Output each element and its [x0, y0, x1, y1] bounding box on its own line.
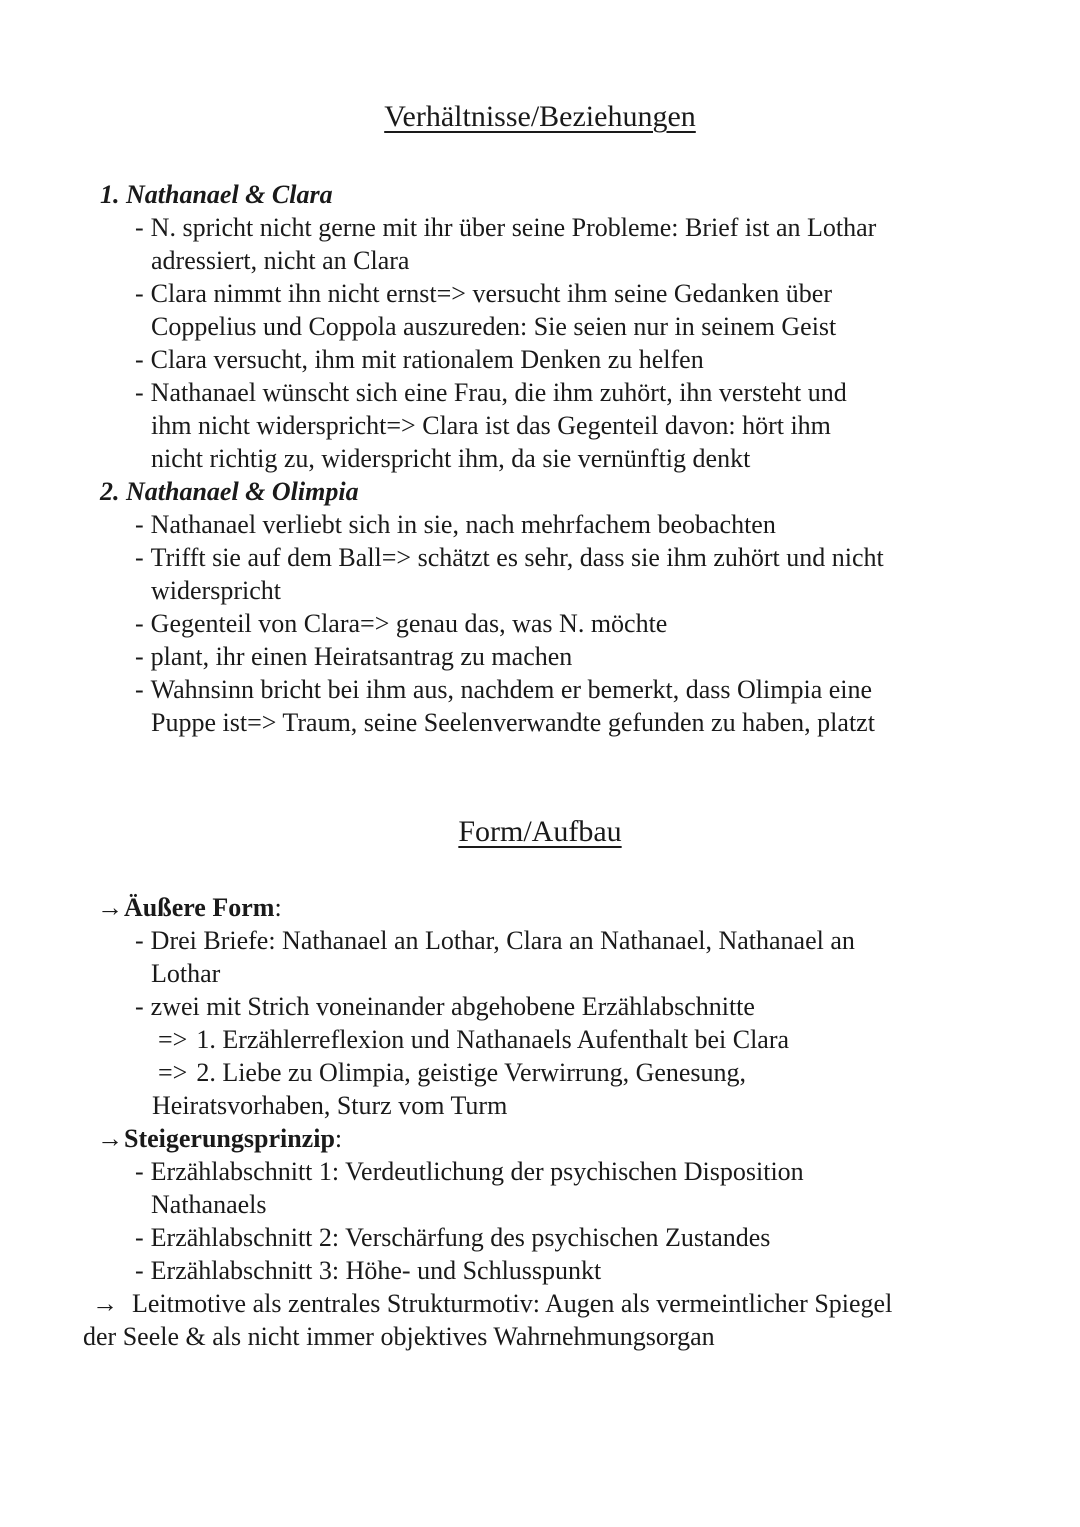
sub-bullet-line: [158, 1023, 1080, 1056]
double-arrow-marker: =>: [158, 1025, 188, 1054]
sub-bullet-line: [158, 1056, 1080, 1089]
bullet-text: Erzählabschnitt 2: Verschärfung des psychischen Zustandes: [150, 1223, 771, 1252]
continuation-line: widerspricht: [151, 576, 281, 605]
continuation-line: Heiratsvorhaben, Sturz vom Turm: [152, 1091, 508, 1120]
bullet-text: Trifft sie auf dem Ball=> schätzt es sehr, dass sie ihm zuhört und nicht: [150, 543, 884, 572]
bullet-line: [135, 607, 1080, 640]
dash-marker: -: [135, 279, 144, 308]
sub-bullet-text: 1. Erzählerreflexion und Nathanaels Aufenthalt bei Clara: [196, 1025, 790, 1054]
bullet-line: [135, 541, 1080, 574]
bullet-line: [135, 1221, 1080, 1254]
bullet-text: N. spricht nicht gerne mit ihr über seine Probleme: Brief ist an Lothar: [150, 213, 877, 242]
bullet-line: [135, 1155, 1080, 1188]
arrow-heading-text: Äußere Form: [124, 893, 275, 922]
note-text: Leitmotive als zentrales Strukturmotiv: Augen als vermeintlicher Spiegel: [132, 1289, 893, 1318]
dash-marker: -: [135, 642, 144, 671]
section-form-aufbau: [0, 811, 1080, 1353]
heading-colon: :: [274, 893, 282, 922]
bullet-line: [135, 640, 1080, 673]
section-title-form: Form/Aufbau: [458, 815, 622, 848]
bullet-line: [135, 924, 1080, 957]
bullet-line: [135, 508, 1080, 541]
continuation-line: nicht richtig zu, widerspricht ihm, da sie vernünftig denkt: [151, 444, 751, 473]
bullet-text: Erzählabschnitt 3: Höhe- und Schlusspunkt: [150, 1256, 602, 1285]
dash-marker: -: [135, 1256, 144, 1285]
note-line: der Seele & als nicht immer objektives Wahrnehmungsorgan: [83, 1322, 715, 1351]
right-arrow-icon: →: [92, 1289, 118, 1318]
arrow-heading-aeussere-form: [97, 891, 1080, 924]
continuation-line: Lothar: [151, 959, 221, 988]
group-heading-nathanael-clara: 1. Nathanael & Clara: [100, 180, 333, 209]
dash-marker: -: [135, 510, 144, 539]
continuation-line: Coppelius und Coppola auszureden: Sie seien nur in seinem Geist: [151, 312, 837, 341]
dash-marker: -: [135, 1157, 144, 1186]
dash-marker: -: [135, 543, 144, 572]
bullet-text: Drei Briefe: Nathanael an Lothar, Clara an Nathanael, Nathanael an: [150, 926, 855, 955]
bullet-line: [135, 1254, 1080, 1287]
continuation-line: ihm nicht widerspricht=> Clara ist das Gegenteil davon: hört ihm: [151, 411, 831, 440]
bullet-text: Nathanael wünscht sich eine Frau, die ihm zuhört, ihn versteht und: [150, 378, 847, 407]
continuation-line: Nathanaels: [151, 1190, 267, 1219]
arrow-heading-steigerungsprinzip: [97, 1122, 1080, 1155]
bullet-line: [135, 343, 1080, 376]
double-arrow-marker: =>: [158, 1058, 188, 1087]
right-arrow-icon: →: [97, 893, 123, 922]
dash-marker: -: [135, 213, 144, 242]
dash-marker: -: [135, 926, 144, 955]
bullet-text: Clara versucht, ihm mit rationalem Denken zu helfen: [150, 345, 704, 374]
bullet-line: [135, 211, 1080, 244]
bullet-line: [135, 376, 1080, 409]
bullet-text: zwei mit Strich voneinander abgehobene Erzählabschnitte: [150, 992, 755, 1021]
dash-marker: -: [135, 992, 144, 1021]
dash-marker: -: [135, 609, 144, 638]
dash-marker: -: [135, 675, 144, 704]
bullet-text: Erzählabschnitt 1: Verdeutlichung der psychischen Disposition: [150, 1157, 804, 1186]
dash-marker: -: [135, 1223, 144, 1252]
right-arrow-icon: →: [97, 1124, 123, 1153]
bullet-text: Nathanael verliebt sich in sie, nach mehrfachem beobachten: [150, 510, 776, 539]
continuation-line: adressiert, nicht an Clara: [151, 246, 410, 275]
bullet-text: Gegenteil von Clara=> genau das, was N. möchte: [150, 609, 668, 638]
bullet-text: Wahnsinn bricht bei ihm aus, nachdem er bemerkt, dass Olimpia eine: [150, 675, 873, 704]
heading-colon: :: [334, 1124, 343, 1153]
sub-bullet-text: 2. Liebe zu Olimpia, geistige Verwirrung, Genesung,: [196, 1058, 747, 1087]
dash-marker: -: [135, 378, 144, 407]
bullet-line: [135, 990, 1080, 1023]
section-title-verhaeltnisse: Verhältnisse/Beziehungen: [384, 100, 696, 133]
dash-marker: -: [135, 345, 144, 374]
continuation-line: Puppe ist=> Traum, seine Seelenverwandte gefunden zu haben, platzt: [151, 708, 875, 737]
form-content: [0, 891, 1080, 1353]
note-line: [92, 1287, 1080, 1320]
bullet-text: plant, ihr einen Heiratsantrag zu machen: [150, 642, 573, 671]
group-heading-nathanael-olimpia: 2. Nathanael & Olimpia: [100, 477, 359, 506]
section-verhaeltnisse: [0, 96, 1080, 739]
arrow-heading-text: Steigerungsprinzip: [124, 1124, 335, 1153]
relations-content: [0, 178, 1080, 739]
bullet-line: [135, 673, 1080, 706]
bullet-line: [135, 277, 1080, 310]
bullet-text: Clara nimmt ihn nicht ernst=> versucht ihm seine Gedanken über: [150, 279, 832, 308]
